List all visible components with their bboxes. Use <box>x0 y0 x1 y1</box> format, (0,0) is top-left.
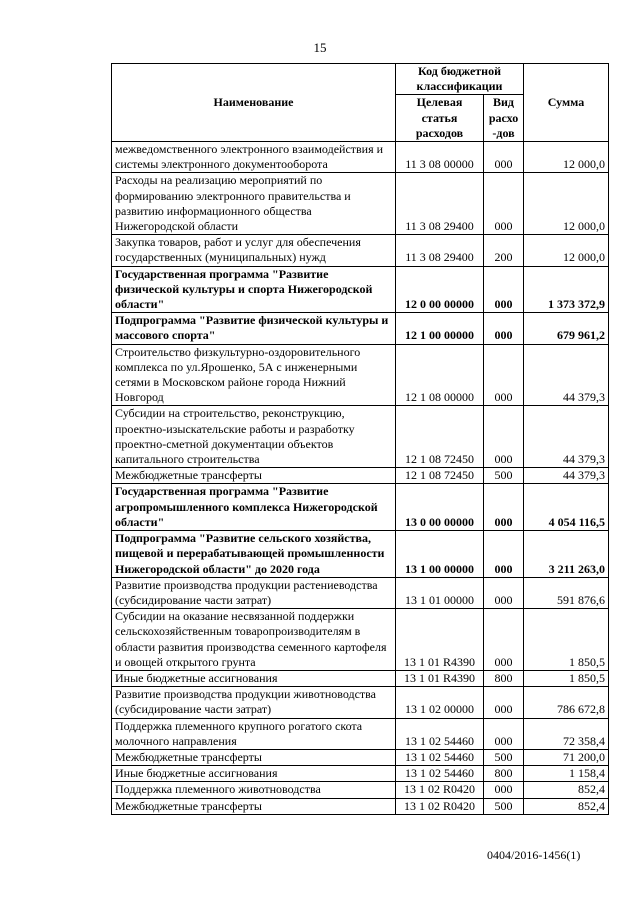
row-type-cell: 500 <box>484 749 524 765</box>
table-row <box>112 235 609 266</box>
row-type-cell: 000 <box>484 313 524 344</box>
table-row <box>112 531 609 578</box>
row-sum-cell: 786 672,8 <box>524 687 609 718</box>
row-name-cell: Подпрограмма "Развитие сельского хозяйства, пищевой и перерабатывающей промышленности Нижегородской области" до 2020 года <box>112 531 396 578</box>
row-name-cell: Закупка товаров, работ и услуг для обеспечения государственных (муниципальных) нужд <box>112 235 396 266</box>
row-type-cell: 000 <box>484 173 524 235</box>
page-number: 15 <box>313 40 327 55</box>
row-sum-cell: 852,4 <box>524 798 609 814</box>
row-type-cell: 000 <box>484 531 524 578</box>
row-name-cell: Межбюджетные трансферты <box>112 749 396 765</box>
row-sum-cell: 679 961,2 <box>524 313 609 344</box>
row-code-cell: 12 1 00 00000 <box>396 313 484 344</box>
row-code-cell: 12 1 08 72450 <box>396 468 484 484</box>
row-code-cell: 12 1 08 00000 <box>396 344 484 406</box>
row-code-cell: 13 1 02 54460 <box>396 749 484 765</box>
row-name-cell: Межбюджетные трансферты <box>112 798 396 814</box>
table-row <box>112 468 609 484</box>
row-type-cell: 800 <box>484 670 524 686</box>
table-row <box>112 766 609 782</box>
row-code-cell: 13 1 00 00000 <box>396 531 484 578</box>
row-sum-cell: 71 200,0 <box>524 749 609 765</box>
row-sum-cell: 4 054 116,5 <box>524 484 609 531</box>
row-type-cell: 000 <box>484 344 524 406</box>
table-row <box>112 687 609 718</box>
row-sum-cell: 852,4 <box>524 782 609 798</box>
row-code-cell: 11 3 08 29400 <box>396 173 484 235</box>
row-sum-cell: 12 000,0 <box>524 173 609 235</box>
table-row <box>112 142 609 173</box>
table-row <box>112 749 609 765</box>
row-sum-cell: 591 876,6 <box>524 577 609 608</box>
table-row <box>112 609 609 671</box>
table-row <box>112 406 609 468</box>
row-code-cell: 13 1 02 R0420 <box>396 782 484 798</box>
row-name-cell: Субсидии на строительство, реконструкцию, проектно-изыскательские работы и разработку проектно-сметной документации объектов капитального строительства <box>112 406 396 468</box>
table-row <box>112 266 609 313</box>
row-name-cell: Поддержка племенного животноводства <box>112 782 396 798</box>
row-type-cell: 000 <box>484 577 524 608</box>
row-sum-cell: 1 373 372,9 <box>524 266 609 313</box>
row-type-cell: 000 <box>484 484 524 531</box>
row-type-cell: 000 <box>484 406 524 468</box>
row-code-cell: 13 0 00 00000 <box>396 484 484 531</box>
row-code-cell: 11 3 08 00000 <box>396 142 484 173</box>
row-type-cell: 500 <box>484 468 524 484</box>
row-type-cell: 200 <box>484 235 524 266</box>
row-name-cell: Иные бюджетные ассигнования <box>112 670 396 686</box>
row-type-cell: 000 <box>484 609 524 671</box>
row-name-cell: Поддержка племенного крупного рогатого скота молочного направления <box>112 718 396 749</box>
row-name-cell: Строительство физкультурно-оздоровительного комплекса по ул.Ярошенко, 5А с инженерными сетями в Московском районе города Нижний Новгород <box>112 344 396 406</box>
row-code-cell: 13 1 01 R4390 <box>396 609 484 671</box>
row-name-cell: Государственная программа "Развитие агропромышленного комплекса Нижегородской области" <box>112 484 396 531</box>
table-row <box>112 344 609 406</box>
row-type-cell: 000 <box>484 687 524 718</box>
row-name-cell: Развитие производства продукции животноводства (субсидирование части затрат) <box>112 687 396 718</box>
table-row <box>112 718 609 749</box>
row-code-cell: 13 1 01 R4390 <box>396 670 484 686</box>
row-sum-cell: 12 000,0 <box>524 142 609 173</box>
header-target-article: Целевая статья расходов <box>396 95 484 142</box>
row-code-cell: 13 1 02 54460 <box>396 766 484 782</box>
header-classification: Код бюджетной классификации <box>396 64 524 95</box>
table-row <box>112 670 609 686</box>
row-type-cell: 500 <box>484 798 524 814</box>
row-name-cell: Субсидии на оказание несвязанной поддержки сельскохозяйственным товаропроизводителям в области развития производства семенного картофеля и овощей открытого грунта <box>112 609 396 671</box>
table-row <box>112 313 609 344</box>
row-sum-cell: 44 379,3 <box>524 344 609 406</box>
row-sum-cell: 1 158,4 <box>524 766 609 782</box>
table-row <box>112 577 609 608</box>
row-type-cell: 800 <box>484 766 524 782</box>
document-id: 0404/2016-1456(1) <box>487 848 581 862</box>
row-name-cell: Иные бюджетные ассигнования <box>112 766 396 782</box>
row-sum-cell: 44 379,3 <box>524 468 609 484</box>
row-code-cell: 12 1 08 72450 <box>396 406 484 468</box>
row-type-cell: 000 <box>484 142 524 173</box>
row-code-cell: 13 1 02 00000 <box>396 687 484 718</box>
row-code-cell: 13 1 01 00000 <box>396 577 484 608</box>
row-name-cell: Расходы на реализацию мероприятий по формированию электронного правительства и развитию информационного общества Нижегородской области <box>112 173 396 235</box>
row-type-cell: 000 <box>484 782 524 798</box>
header-sum: Сумма <box>524 64 609 142</box>
row-type-cell: 000 <box>484 718 524 749</box>
row-code-cell: 11 3 08 29400 <box>396 235 484 266</box>
table-row <box>112 798 609 814</box>
row-name-cell: Развитие производства продукции растениеводства (субсидирование части затрат) <box>112 577 396 608</box>
row-sum-cell: 72 358,4 <box>524 718 609 749</box>
row-sum-cell: 1 850,5 <box>524 609 609 671</box>
table-row <box>112 173 609 235</box>
budget-table <box>111 63 609 815</box>
row-name-cell: Государственная программа "Развитие физической культуры и спорта Нижегородской области" <box>112 266 396 313</box>
header-name: Наименование <box>112 64 396 142</box>
row-sum-cell: 44 379,3 <box>524 406 609 468</box>
row-sum-cell: 3 211 263,0 <box>524 531 609 578</box>
row-name-cell: Подпрограмма "Развитие физической культуры и массового спорта" <box>112 313 396 344</box>
row-code-cell: 13 1 02 R0420 <box>396 798 484 814</box>
row-name-cell: межведомственного электронного взаимодействия и системы электронного документооборота <box>112 142 396 173</box>
row-code-cell: 13 1 02 54460 <box>396 718 484 749</box>
header-expense-type: Вид расхо -дов <box>484 95 524 142</box>
row-sum-cell: 12 000,0 <box>524 235 609 266</box>
row-type-cell: 000 <box>484 266 524 313</box>
table-row <box>112 782 609 798</box>
row-name-cell: Межбюджетные трансферты <box>112 468 396 484</box>
row-sum-cell: 1 850,5 <box>524 670 609 686</box>
row-code-cell: 12 0 00 00000 <box>396 266 484 313</box>
table-row <box>112 484 609 531</box>
